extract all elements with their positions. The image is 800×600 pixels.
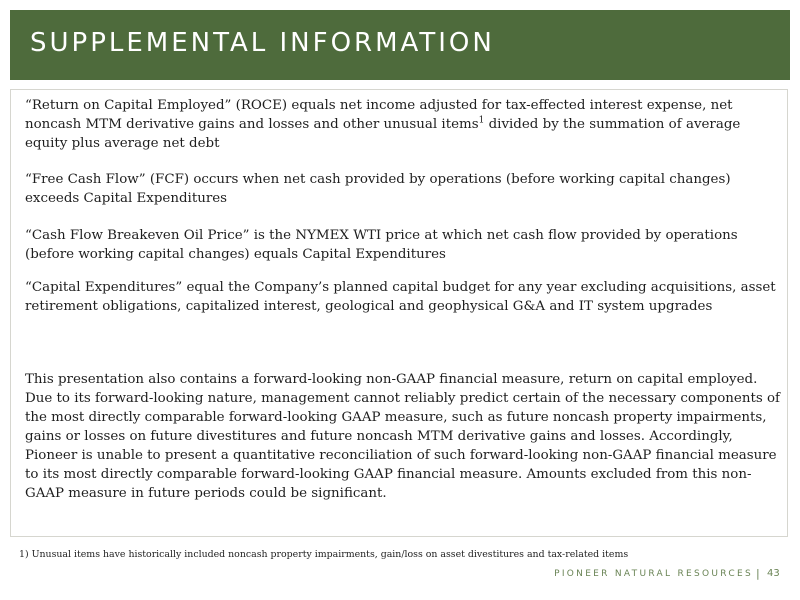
header-bar bbox=[10, 10, 790, 80]
non-gaap-note: This presentation also contains a forward-looking non-GAAP financial measure, return on capital employed. Due to its forward-looking nature, management cannot reliably predict certain of the necessary components of the most directly comparable forward-looking GAAP measure, such as future noncash property impairments, gains or losses on future divestitures and future noncash MTM derivative gains and losses. Accordingly, Pioneer is unable to present a quantitative reconciliation of such forward-looking non-GAAP financial measure to its most directly comparable forward-looking GAAP financial measure. Amounts excluded from this non-GAAP measure in future periods could be significant. bbox=[25, 372, 780, 501]
capex-definition: “Capital Expenditures” equal the Company’s planned capital budget for any year excluding acquisitions, asset retirement obligations, capitalized interest, geological and geophysical G&A and IT system upgrades bbox=[25, 280, 776, 314]
roce-definition-text: “Return on Capital Employed” (ROCE) equals net income adjusted for tax-effected interest expense, net noncash MTM derivative gains and losses and other unusual items bbox=[25, 98, 733, 132]
fcf-definition: “Free Cash Flow” (FCF) occurs when net cash provided by operations (before working capital changes) exceeds Capital Expenditures bbox=[25, 172, 731, 206]
brand-name: PIONEER NATURAL RESOURCES bbox=[554, 569, 753, 579]
footnote-marker: 1 bbox=[478, 115, 485, 126]
page-number: 43 bbox=[767, 568, 780, 579]
footnote: 1) Unusual items have historically included noncash property impairments, gain/loss on asset divestitures and tax-related items bbox=[19, 549, 629, 560]
footer-separator: | bbox=[756, 567, 760, 580]
roce-definition bbox=[25, 96, 781, 153]
roce-definition-tail: divided by the summation of average equity plus average net debt bbox=[25, 117, 741, 151]
breakeven-definition: “Cash Flow Breakeven Oil Price” is the NYMEX WTI price at which net cash flow provided by operations (before working capital changes) equals Capital Expenditures bbox=[25, 228, 738, 262]
content-box bbox=[10, 89, 788, 537]
page-title: SUPPLEMENTAL INFORMATION bbox=[30, 28, 495, 58]
